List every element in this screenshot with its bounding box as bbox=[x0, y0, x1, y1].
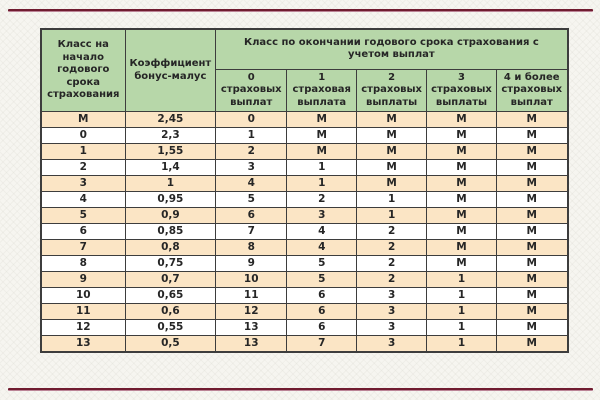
class-cell: 2 bbox=[41, 160, 125, 176]
result-class-cell: М bbox=[497, 320, 568, 336]
header-payments-1: 1 страховая выплата bbox=[287, 69, 357, 112]
result-class-cell: 1 bbox=[427, 272, 497, 288]
result-class-cell: 1 bbox=[427, 304, 497, 320]
result-class-cell: 8 bbox=[216, 240, 287, 256]
result-class-cell: 3 bbox=[357, 336, 427, 352]
table-row bbox=[41, 112, 568, 128]
class-cell: 8 bbox=[41, 256, 125, 272]
result-class-cell: М bbox=[427, 192, 497, 208]
result-class-cell: 11 bbox=[216, 288, 287, 304]
result-class-cell: М bbox=[497, 304, 568, 320]
class-cell: 3 bbox=[41, 176, 125, 192]
result-class-cell: 7 bbox=[216, 224, 287, 240]
bonus-malus-table bbox=[40, 28, 569, 353]
table-row bbox=[41, 320, 568, 336]
result-class-cell: 4 bbox=[216, 176, 287, 192]
class-cell: 1 bbox=[41, 144, 125, 160]
result-class-cell: М bbox=[427, 208, 497, 224]
result-class-cell: 3 bbox=[357, 320, 427, 336]
table-body bbox=[41, 112, 568, 352]
table-row bbox=[41, 272, 568, 288]
result-class-cell: 6 bbox=[287, 320, 357, 336]
result-class-cell: 2 bbox=[216, 144, 287, 160]
header-payments-3: 3 страховых выплаты bbox=[427, 69, 497, 112]
coefficient-cell: 0,7 bbox=[125, 272, 216, 288]
result-class-cell: 0 bbox=[216, 112, 287, 128]
result-class-cell: 6 bbox=[287, 304, 357, 320]
result-class-cell: М bbox=[497, 256, 568, 272]
result-class-cell: М bbox=[427, 128, 497, 144]
header-payments-0: 0 страховых выплат bbox=[216, 69, 287, 112]
result-class-cell: 13 bbox=[216, 336, 287, 352]
result-class-cell: М bbox=[357, 144, 427, 160]
result-class-cell: М bbox=[287, 128, 357, 144]
table-row bbox=[41, 160, 568, 176]
result-class-cell: 4 bbox=[287, 240, 357, 256]
result-class-cell: М bbox=[497, 272, 568, 288]
result-class-cell: 9 bbox=[216, 256, 287, 272]
result-class-cell: 1 bbox=[357, 208, 427, 224]
header-class-start: Класс на начало годового срока страхования bbox=[41, 29, 125, 112]
header-payments-2: 2 страховых выплаты bbox=[357, 69, 427, 112]
class-cell: 12 bbox=[41, 320, 125, 336]
result-class-cell: 4 bbox=[287, 224, 357, 240]
result-class-cell: 3 bbox=[357, 304, 427, 320]
result-class-cell: 1 bbox=[287, 160, 357, 176]
result-class-cell: М bbox=[357, 176, 427, 192]
result-class-cell: 6 bbox=[287, 288, 357, 304]
result-class-cell: М bbox=[357, 112, 427, 128]
result-class-cell: 2 bbox=[357, 240, 427, 256]
result-class-cell: М bbox=[357, 128, 427, 144]
result-class-cell: 2 bbox=[357, 224, 427, 240]
result-class-cell: 13 bbox=[216, 320, 287, 336]
result-class-cell: М bbox=[497, 192, 568, 208]
result-class-cell: М bbox=[427, 256, 497, 272]
result-class-cell: 2 bbox=[357, 256, 427, 272]
class-cell: 6 bbox=[41, 224, 125, 240]
table-row bbox=[41, 176, 568, 192]
result-class-cell: 3 bbox=[216, 160, 287, 176]
coefficient-cell: 0,85 bbox=[125, 224, 216, 240]
result-class-cell: М bbox=[497, 144, 568, 160]
result-class-cell: М bbox=[427, 240, 497, 256]
result-class-cell: М bbox=[497, 240, 568, 256]
table-header bbox=[41, 29, 568, 112]
result-class-cell: М bbox=[287, 112, 357, 128]
class-cell: 0 bbox=[41, 128, 125, 144]
coefficient-cell: 0,65 bbox=[125, 288, 216, 304]
result-class-cell: 5 bbox=[287, 272, 357, 288]
result-class-cell: М bbox=[427, 112, 497, 128]
table-row bbox=[41, 288, 568, 304]
coefficient-cell: 0,75 bbox=[125, 256, 216, 272]
result-class-cell: 1 bbox=[357, 192, 427, 208]
table-row bbox=[41, 336, 568, 352]
result-class-cell: М bbox=[497, 288, 568, 304]
class-cell: 11 bbox=[41, 304, 125, 320]
table-row bbox=[41, 240, 568, 256]
class-cell: 5 bbox=[41, 208, 125, 224]
class-cell: 13 bbox=[41, 336, 125, 352]
result-class-cell: 6 bbox=[216, 208, 287, 224]
coefficient-cell: 0,8 bbox=[125, 240, 216, 256]
result-class-cell: 2 bbox=[287, 192, 357, 208]
result-class-cell: М bbox=[427, 176, 497, 192]
class-cell: 7 bbox=[41, 240, 125, 256]
result-class-cell: 1 bbox=[427, 320, 497, 336]
table-row bbox=[41, 224, 568, 240]
result-class-cell: 3 bbox=[287, 208, 357, 224]
result-class-cell: 1 bbox=[287, 176, 357, 192]
result-class-cell: 1 bbox=[427, 336, 497, 352]
class-cell: М bbox=[41, 112, 125, 128]
header-coefficient: Коэффициент бонус-малус bbox=[125, 29, 216, 112]
result-class-cell: М bbox=[497, 336, 568, 352]
result-class-cell: М bbox=[497, 176, 568, 192]
header-payments-4: 4 и более страховых выплат bbox=[497, 69, 568, 112]
result-class-cell: М bbox=[497, 112, 568, 128]
coefficient-cell: 2,45 bbox=[125, 112, 216, 128]
result-class-cell: М bbox=[357, 160, 427, 176]
coefficient-cell: 0,9 bbox=[125, 208, 216, 224]
result-class-cell: М bbox=[497, 160, 568, 176]
result-class-cell: 7 bbox=[287, 336, 357, 352]
coefficient-cell: 0,95 bbox=[125, 192, 216, 208]
bottom-divider-line bbox=[8, 388, 593, 391]
coefficient-cell: 2,3 bbox=[125, 128, 216, 144]
table-row bbox=[41, 208, 568, 224]
coefficient-cell: 0,55 bbox=[125, 320, 216, 336]
result-class-cell: 1 bbox=[427, 288, 497, 304]
table-row bbox=[41, 256, 568, 272]
class-cell: 4 bbox=[41, 192, 125, 208]
result-class-cell: 5 bbox=[216, 192, 287, 208]
class-cell: 9 bbox=[41, 272, 125, 288]
coefficient-cell: 1 bbox=[125, 176, 216, 192]
table-row bbox=[41, 192, 568, 208]
table-row bbox=[41, 144, 568, 160]
result-class-cell: М bbox=[427, 144, 497, 160]
result-class-cell: М bbox=[497, 224, 568, 240]
result-class-cell: 2 bbox=[357, 272, 427, 288]
coefficient-cell: 0,6 bbox=[125, 304, 216, 320]
header-result-group: Класс по окончании годового срока страхования с учетом выплат bbox=[216, 29, 568, 69]
table-row bbox=[41, 304, 568, 320]
top-divider-line bbox=[8, 9, 593, 12]
table-row bbox=[41, 128, 568, 144]
result-class-cell: М bbox=[497, 128, 568, 144]
result-class-cell: 1 bbox=[216, 128, 287, 144]
result-class-cell: М bbox=[427, 224, 497, 240]
result-class-cell: М bbox=[427, 160, 497, 176]
result-class-cell: 3 bbox=[357, 288, 427, 304]
result-class-cell: М bbox=[287, 144, 357, 160]
result-class-cell: 5 bbox=[287, 256, 357, 272]
coefficient-cell: 1,55 bbox=[125, 144, 216, 160]
result-class-cell: 12 bbox=[216, 304, 287, 320]
class-cell: 10 bbox=[41, 288, 125, 304]
coefficient-cell: 0,5 bbox=[125, 336, 216, 352]
coefficient-cell: 1,4 bbox=[125, 160, 216, 176]
result-class-cell: М bbox=[497, 208, 568, 224]
result-class-cell: 10 bbox=[216, 272, 287, 288]
